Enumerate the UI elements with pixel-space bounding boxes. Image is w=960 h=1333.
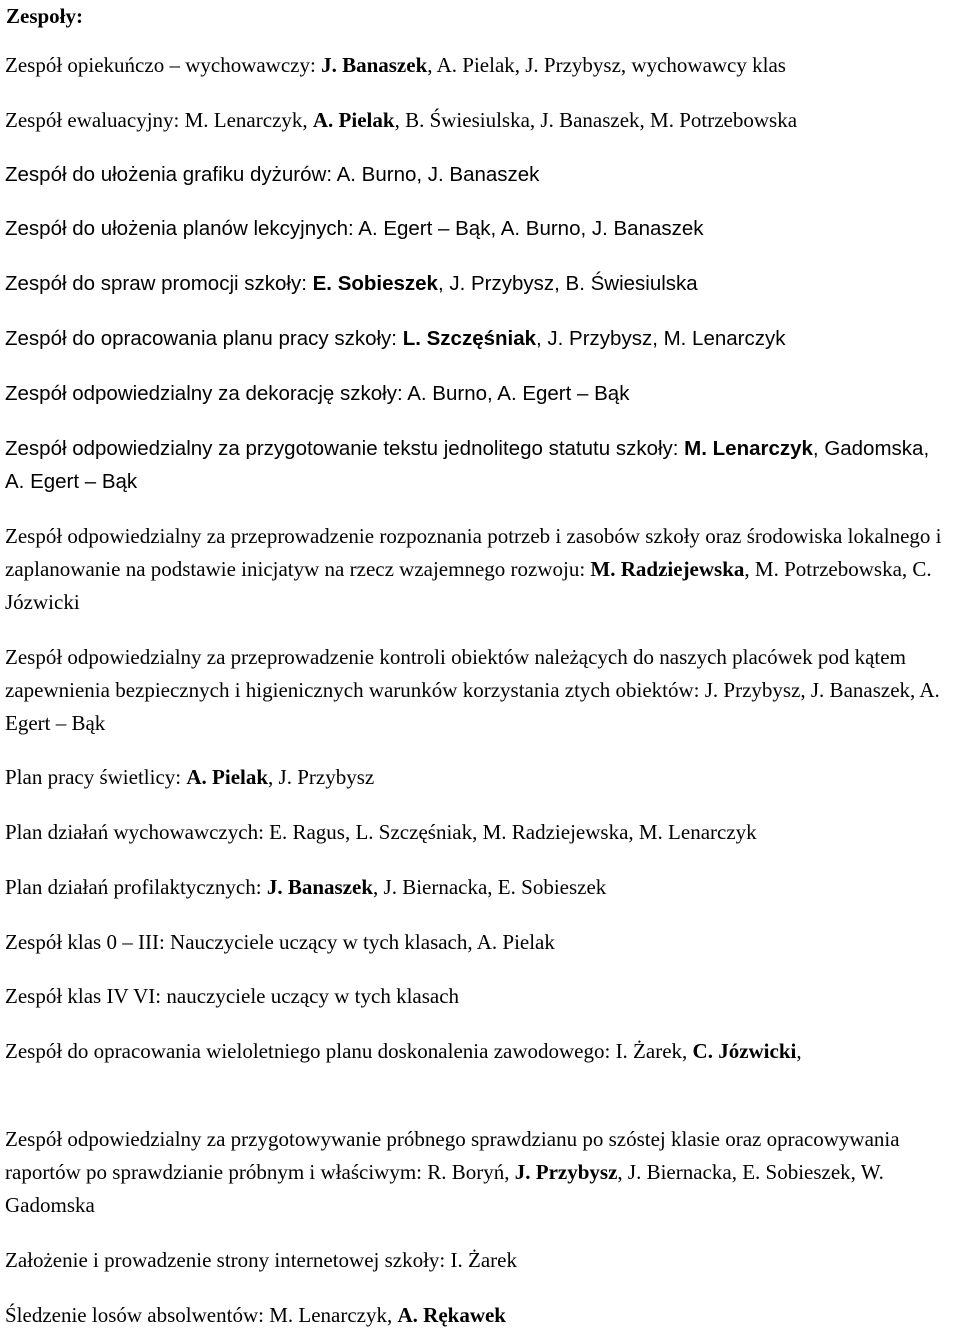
entry-text: Zespół do opracowania planu pracy szkoły: bbox=[5, 327, 403, 350]
entry-text: Zespół odpowiedzialny za przeprowadzenie rozpoznania potrzeb i zasobów szkoły oraz środowiska lokalnego i zaplanowanie na podstawie inicjatyw na rzecz wzajemnego rozwoju: bbox=[5, 524, 942, 581]
person-name-bold: J. Przybysz bbox=[514, 1160, 618, 1184]
entry-text: , J. Biernacka, E. Sobieszek bbox=[373, 875, 607, 899]
entry-text: Zespół ewaluacyjny: M. Lenarczyk, bbox=[5, 108, 313, 132]
entry-text: , J. Biernacka, E. Sobieszek, W. Gadomska bbox=[5, 1160, 884, 1217]
person-name-bold: A. Rękawek bbox=[397, 1303, 506, 1327]
entry-text: , Gadomska, A. Egert – Bąk bbox=[5, 437, 930, 493]
team-entry bbox=[5, 926, 555, 959]
person-name-bold: A. Pielak bbox=[312, 108, 395, 132]
person-name-bold: J. Banaszek bbox=[321, 53, 428, 77]
entry-text: Zespół opiekuńczo – wychowawczy: bbox=[5, 53, 322, 77]
team-entry bbox=[5, 641, 951, 740]
person-name-bold: C. Józwicki bbox=[692, 1039, 797, 1063]
entry-text: Plan działań profilaktycznych: bbox=[5, 875, 267, 899]
team-entry bbox=[5, 212, 704, 245]
entry-text: Zespół klas 0 – III: Nauczyciele uczący w tych klasach, A. Pielak bbox=[5, 930, 555, 954]
person-name-bold: J. Banaszek bbox=[266, 875, 374, 899]
entry-text: Zespół do ułożenia grafiku dyżurów: A. Burno, J. Banaszek bbox=[5, 163, 540, 186]
entry-text: Zespół odpowiedzialny za przygotowanie tekstu jednolitego statutu szkoły: bbox=[5, 437, 685, 460]
entry-text: Zespół odpowiedzialny za dekorację szkoły: A. Burno, A. Egert – Bąk bbox=[5, 382, 630, 405]
team-entry bbox=[5, 49, 786, 82]
team-entry bbox=[5, 432, 951, 498]
team-entry bbox=[5, 158, 539, 191]
team-entry bbox=[5, 761, 374, 794]
entry-text: Śledzenie losów absolwentów: M. Lenarczyk, bbox=[5, 1303, 398, 1327]
entry-text: Założenie i prowadzenie strony internetowej szkoły: I. Żarek bbox=[5, 1248, 517, 1272]
team-entry bbox=[5, 267, 698, 300]
team-entry bbox=[5, 104, 797, 137]
entry-text: , J. Przybysz bbox=[268, 765, 375, 789]
person-name-bold: L. Szczęśniak bbox=[402, 327, 537, 350]
team-entry bbox=[5, 1035, 951, 1068]
page-title: Zespoły: bbox=[6, 4, 84, 28]
entry-text: , A. Pielak, J. Przybysz, wychowawcy klas bbox=[427, 53, 786, 77]
team-entry bbox=[5, 1123, 951, 1222]
entry-text: Zespół odpowiedzialny za przeprowadzenie kontroli obiektów należących do naszych placówek pod kątem zapewnienia bezpiecznych i higienicznych warunków korzystania ztych obiektów: J. Przybysz, J. Banaszek, A. Egert – Bąk bbox=[5, 645, 940, 735]
entry-text: , B. Świesiulska, J. Banaszek, M. Potrzebowska bbox=[394, 108, 798, 132]
entry-text: Zespół klas IV VI: nauczyciele uczący w tych klasach bbox=[5, 984, 460, 1008]
team-entry bbox=[5, 1244, 517, 1277]
person-name-bold: M. Radziejewska bbox=[590, 557, 745, 581]
person-name-bold: A. Pielak bbox=[186, 765, 269, 789]
entry-text: , bbox=[796, 1039, 802, 1063]
team-entry bbox=[5, 377, 629, 410]
entry-text: Plan działań wychowawczych: E. Ragus, L. Szczęśniak, M. Radziejewska, M. Lenarczyk bbox=[5, 820, 757, 844]
entry-text: Zespół do spraw promocji szkoły: bbox=[5, 272, 313, 295]
entry-text: Zespół do ułożenia planów lekcyjnych: A. Egert – Bąk, A. Burno, J. Banaszek bbox=[5, 217, 704, 240]
team-entry bbox=[5, 816, 757, 849]
entry-text: , J. Przybysz, M. Lenarczyk bbox=[536, 327, 786, 350]
team-entry bbox=[5, 1299, 506, 1332]
entry-text: Plan pracy świetlicy: bbox=[5, 765, 187, 789]
team-entry bbox=[5, 980, 459, 1013]
entry-text: Zespół odpowiedzialny za przygotowywanie próbnego sprawdzianu po szóstej klasie oraz opracowywania raportów po sprawdzianie próbnym i właściwym: R. Boryń, bbox=[5, 1127, 900, 1184]
person-name-bold: M. Lenarczyk bbox=[684, 437, 813, 460]
team-entry bbox=[5, 871, 606, 904]
team-entry bbox=[5, 520, 951, 619]
person-name-bold: E. Sobieszek bbox=[312, 272, 438, 295]
entry-text: , J. Przybysz, B. Świesiulska bbox=[437, 272, 698, 295]
entry-text: , M. Potrzebowska, C. Józwicki bbox=[5, 557, 932, 614]
team-entry bbox=[5, 322, 786, 355]
entry-text: Zespół do opracowania wieloletniego planu doskonalenia zawodowego: I. Żarek, bbox=[5, 1039, 693, 1063]
